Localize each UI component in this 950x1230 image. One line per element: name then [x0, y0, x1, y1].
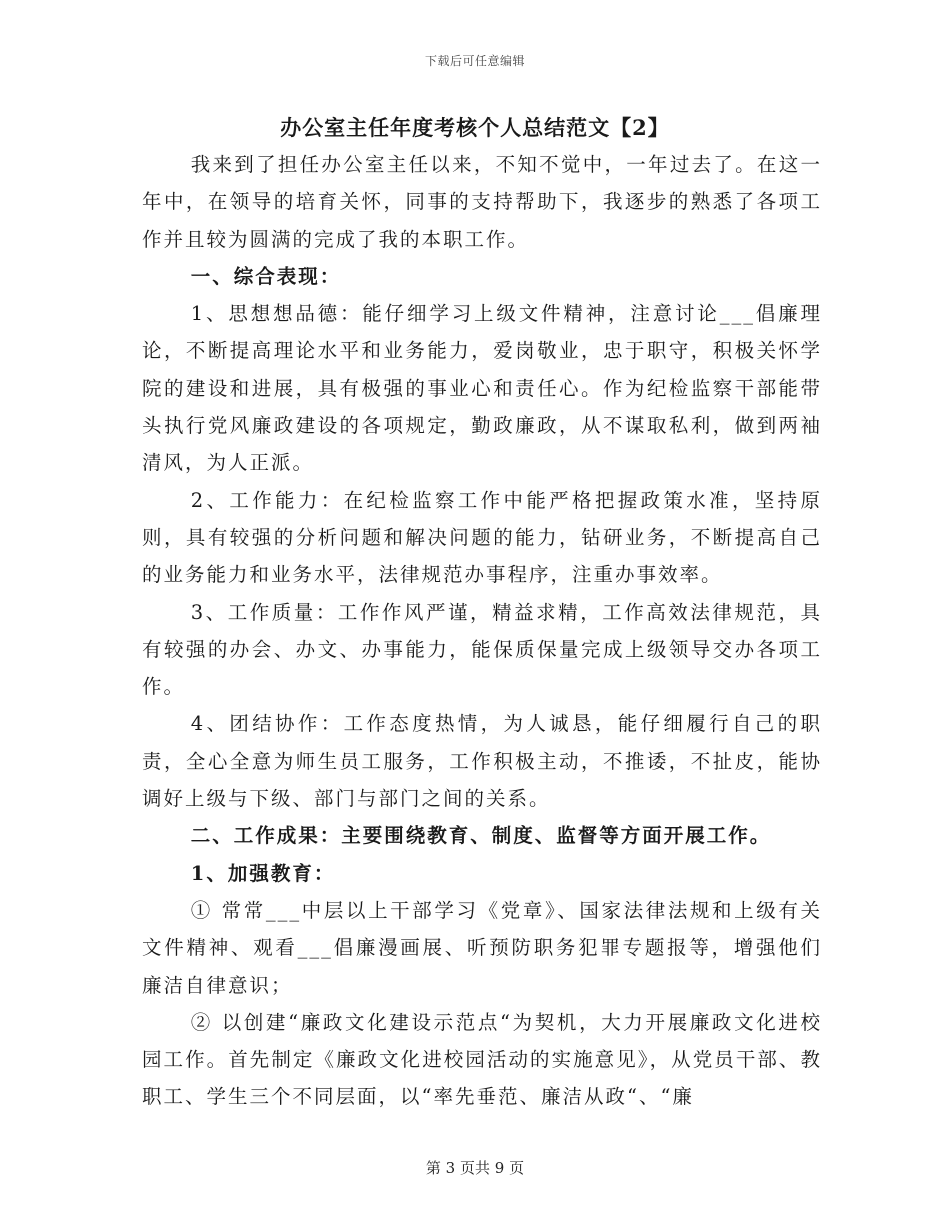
- page-footer: 第 3 页共 9 页: [425, 1159, 525, 1177]
- paragraph-teamwork: 4、团结协作：工作态度热情，为人诚恳，能仔细履行自己的职责，全心全意为师生员工服务，工作积极主动，不推诿，不扯皮，能协调好上级与下级、部门与部门之间的关系。: [142, 712, 822, 811]
- paragraph-ability: 2、工作能力：在纪检监察工作中能严格把握政策水准，坚持原则，具有较强的分析问题和解决问题的能力，钻研业务，不断提高自己的业务能力和业务水平，法律规范办事程序，注重办事效率。: [142, 488, 822, 587]
- paragraph-item-1: ① 常常___中层以上干部学习《党章》、国家法律法规和上级有关文件精神、观看___倡廉漫画展、听预防职务犯罪专题报等，增强他们廉洁自律意识；: [142, 898, 822, 997]
- paragraph-ideology: 1、思想想品德：能仔细学习上级文件精神，注意讨论___倡廉理论，不断提高理论水平和业务能力，爱岗敬业，忠于职守，积极关怀学院的建设和进展，具有极强的事业心和责任心。作为纪检监察干部能带头执行党风廉政建设的各项规定，勤政廉政，从不谋取私利，做到两袖清风，为人正派。: [142, 302, 822, 475]
- header-note: 下载后可任意编辑: [424, 54, 525, 68]
- paragraph-quality: 3、工作质量：工作作风严谨，精益求精，工作高效法律规范，具有较强的办会、办文、办事能力，能保质保量完成上级领导交办各项工作。: [142, 600, 822, 699]
- subheading-education: 1、加强教育：: [190, 861, 336, 885]
- section-heading-overall: 一、综合表现：: [190, 264, 342, 288]
- document-body: [142, 146, 822, 1116]
- paragraph-item-2: ② 以创建“廉政文化建设示范点“为契机，大力开展廉政文化进校园工作。首先制定《廉政文化进校园活动的实施意见》，从党员干部、教职工、学生三个不同层面，以“率先垂范、廉洁从政“、“廉: [142, 1010, 822, 1109]
- page-title: 办公室主任年度考核个人总结范文【2】: [280, 115, 670, 140]
- section-heading-results: 二、工作成果：主要围绕教育、制度、监督等方面开展工作。: [190, 824, 772, 848]
- intro-paragraph: 我来到了担任办公室主任以来，不知不觉中，一年过去了。在这一年中，在领导的培育关怀，同事的支持帮助下，我逐步的熟悉了各项工作并且较为圆满的完成了我的本职工作。: [142, 153, 822, 251]
